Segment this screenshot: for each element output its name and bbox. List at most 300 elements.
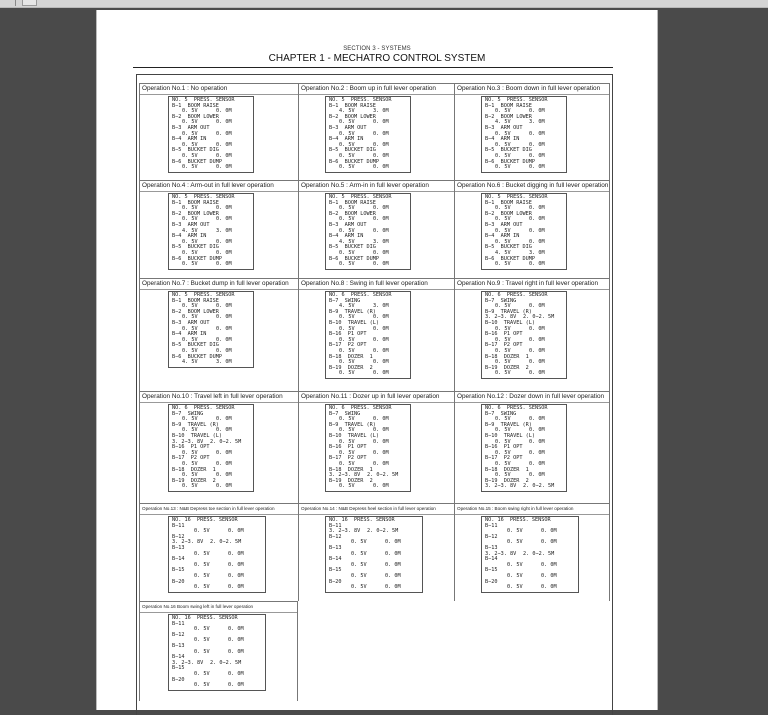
sensor-values [329, 262, 407, 268]
pressure-value: 0. 0M [216, 141, 232, 148]
sensor-name: SWING [344, 410, 361, 417]
sensor-id: B−11 [172, 522, 185, 529]
pressure-value: 0. 0M [373, 314, 389, 321]
pressure-value: 0. 0M [529, 152, 545, 159]
voltage-value: 0. 5V [182, 427, 198, 434]
sensor-header: NO. 5 PRESS. SENSOR [485, 194, 548, 200]
voltage-value: 0. 5V [182, 119, 198, 126]
sensor-id: B−1 [485, 102, 495, 109]
pressure-value: 2. 0∼2. 5M [210, 438, 242, 445]
voltage-value: 0. 5V [194, 626, 210, 633]
pressure-value: 0. 0M [529, 227, 545, 234]
sensor-id: B−5 [485, 244, 495, 251]
sensor-id: B−20 [485, 578, 498, 585]
pressure-value: 2. 0∼2. 5M [367, 528, 399, 535]
pressure-value: 2. 0∼2. 5M [210, 539, 242, 546]
sensor-readout-box [168, 193, 254, 270]
sensor-name: ARM OUT [500, 124, 523, 131]
sensor-id: B−7 [485, 297, 495, 304]
voltage-value: 3. 2∼3. 8V [329, 472, 361, 479]
sensor-name: ARM IN [187, 331, 207, 338]
sensor-id: B−6 [329, 158, 339, 165]
sensor-name: DOZER 1 [503, 353, 529, 360]
pressure-value: 0. 0M [529, 347, 545, 354]
toolbar-separator [15, 0, 16, 6]
sensor-name: BOOM RAISE [187, 102, 219, 109]
sensor-name: TRAVEL (L) [503, 319, 535, 326]
sensor-name: BOOM RAISE [344, 199, 376, 206]
sensor-id: B−17 [172, 455, 185, 462]
sensor-id: B−13 [485, 544, 498, 551]
operation-caption: Operation No.8 : Swing in full lever operation [299, 279, 454, 290]
voltage-value: 0. 5V [339, 164, 355, 171]
voltage-value: 4. 5V [339, 303, 355, 310]
sensor-header: NO. 5 PRESS. SENSOR [172, 292, 235, 298]
pressure-value: 3. 0M [373, 303, 389, 310]
voltage-value: 0. 5V [507, 561, 523, 568]
voltage-value: 0. 5V [351, 550, 367, 557]
sensor-readout-box [481, 404, 567, 492]
sensor-id: B−17 [485, 455, 498, 462]
sensor-header: NO. 5 PRESS. SENSOR [329, 194, 392, 200]
pressure-value: 0. 0M [385, 550, 401, 557]
pressure-value: 0. 0M [373, 460, 389, 467]
voltage-value: 0. 5V [182, 238, 198, 245]
sensor-name: P1 OPT [347, 331, 367, 338]
operation-cell [298, 278, 454, 391]
sensor-name: BUCKET DUMP [500, 158, 535, 165]
pressure-value: 0. 0M [228, 561, 244, 568]
voltage-value: 0. 5V [339, 336, 355, 343]
sensor-id: B−5 [329, 147, 339, 154]
sensor-name: ARM OUT [187, 221, 210, 228]
sensor-id: B−3 [172, 221, 182, 228]
sensor-id: B−18 [485, 466, 498, 473]
voltage-value: 4. 5V [182, 227, 198, 234]
sensor-id: B−5 [172, 342, 182, 349]
pressure-value: 0. 0M [385, 539, 401, 546]
pressure-value: 0. 0M [529, 438, 545, 445]
voltage-value: 0. 5V [495, 336, 511, 343]
voltage-value: 0. 5V [507, 584, 523, 591]
operation-caption: Operation No.4 : Arm-out in full lever operation [140, 181, 298, 192]
operation-cell [139, 391, 298, 503]
voltage-value: 0. 5V [495, 438, 511, 445]
pressure-value: 0. 0M [373, 141, 389, 148]
sensor-id: B−7 [172, 410, 182, 417]
sensor-name: SWING [500, 410, 517, 417]
voltage-value: 0. 5V [495, 303, 511, 310]
operation-caption: Operation No.14 : N&B Depress heel section in full lever operation [299, 504, 454, 515]
sensor-values [485, 165, 563, 171]
pressure-value: 0. 0M [228, 572, 244, 579]
sensor-readout-box [168, 516, 266, 593]
pressure-value: 0. 0M [373, 164, 389, 171]
pressure-value: 0. 0M [529, 216, 545, 223]
pressure-value: 0. 0M [216, 347, 232, 354]
sensor-name: DOZER 1 [503, 466, 529, 473]
pressure-value: 0. 0M [529, 238, 545, 245]
sensor-id: B−19 [485, 364, 498, 371]
sensor-id: B−7 [485, 410, 495, 417]
sensor-name: P2 OPT [503, 455, 523, 462]
sensor-header: NO. 16 PRESS. SENSOR [329, 517, 395, 523]
pressure-value: 0. 0M [373, 261, 389, 268]
sensor-values [329, 165, 407, 171]
sensor-id: B−2 [329, 210, 339, 217]
sensor-id: B−13 [329, 544, 342, 551]
pressure-value: 3. 0M [529, 249, 545, 256]
pressure-value: 0. 0M [216, 483, 232, 490]
voltage-value: 0. 5V [495, 164, 511, 171]
sensor-id: B−3 [172, 319, 182, 326]
sensor-id: B−2 [485, 113, 495, 120]
voltage-value: 0. 5V [339, 325, 355, 332]
voltage-value: 0. 5V [339, 152, 355, 159]
pressure-value: 0. 0M [373, 438, 389, 445]
sensor-readout-box [168, 404, 254, 492]
operation-caption: Operation No.15 : Boom swing right in full lever operation [455, 504, 609, 515]
pressure-value: 0. 0M [216, 472, 232, 479]
operation-caption: Operation No.13 : N&B Depress toe section in full lever operation [140, 504, 298, 515]
voltage-value: 0. 5V [351, 584, 367, 591]
voltage-value: 0. 5V [182, 336, 198, 343]
voltage-value: 0. 5V [339, 483, 355, 490]
voltage-value: 4. 5V [339, 238, 355, 245]
sensor-id: B−9 [172, 421, 182, 428]
sensor-readout-box [325, 193, 411, 270]
voltage-value: 0. 5V [495, 261, 511, 268]
sensor-readout-box [168, 291, 254, 368]
sensor-name: ARM OUT [344, 221, 367, 228]
voltage-value: 3. 2∼3. 8V [172, 659, 204, 666]
pressure-value: 0. 0M [373, 130, 389, 137]
voltage-value: 0. 5V [339, 347, 355, 354]
sensor-readout-box [325, 404, 411, 492]
voltage-value: 0. 5V [182, 141, 198, 148]
pressure-value: 2. 0∼2. 5M [523, 483, 555, 490]
sensor-id: B−11 [329, 522, 342, 529]
sensor-id: B−1 [329, 199, 339, 206]
sensor-id: B−14 [172, 556, 185, 563]
sensor-id: B−3 [172, 124, 182, 131]
voltage-value: 0. 5V [495, 108, 511, 115]
sensor-name: TRAVEL (R) [344, 308, 376, 315]
sensor-name: ARM IN [187, 233, 207, 240]
sensor-name: ARM IN [187, 136, 207, 143]
sensor-name: TRAVEL (L) [347, 319, 379, 326]
sensor-name: BOOM RAISE [187, 199, 219, 206]
sensor-name: BUCKET DIG [187, 147, 219, 154]
pressure-value: 0. 0M [228, 648, 244, 655]
sensor-id: B−4 [172, 331, 182, 338]
pressure-value: 0. 0M [216, 261, 232, 268]
sensor-id: B−6 [485, 158, 495, 165]
pressure-value: 0. 0M [228, 670, 244, 677]
sensor-name: BOOM LOWER [500, 210, 532, 217]
voltage-value: 0. 5V [339, 438, 355, 445]
pressure-value: 0. 0M [216, 108, 232, 115]
sensor-name: P2 OPT [190, 455, 210, 462]
pressure-value: 0. 0M [373, 449, 389, 456]
voltage-value: 0. 5V [339, 460, 355, 467]
sensor-name: ARM IN [344, 136, 364, 143]
operation-cell [298, 503, 454, 601]
sensor-id: B−4 [485, 233, 495, 240]
sensor-readout-box [168, 96, 254, 173]
voltage-value: 0. 5V [507, 572, 523, 579]
pressure-value: 0. 0M [541, 539, 557, 546]
sensor-id: B−6 [329, 255, 339, 262]
sensor-readout-box [325, 291, 411, 379]
pressure-value: 0. 0M [216, 119, 232, 126]
voltage-value: 3. 2∼3. 8V [172, 539, 204, 546]
sensor-id: B−20 [172, 676, 185, 683]
sensor-id: B−18 [172, 466, 185, 473]
voltage-value: 0. 5V [182, 460, 198, 467]
sensor-id: B−3 [485, 124, 495, 131]
sensor-id: B−12 [485, 533, 498, 540]
sensor-values [485, 484, 563, 490]
sensor-id: B−16 [329, 331, 342, 338]
voltage-value: 0. 5V [339, 216, 355, 223]
sensor-values [485, 371, 563, 377]
voltage-value: 0. 5V [495, 370, 511, 377]
voltage-value: 3. 2∼3. 8V [485, 550, 517, 557]
pressure-value: 2. 0∼2. 5M [523, 314, 555, 321]
sensor-id: B−20 [329, 578, 342, 585]
sensor-values [329, 371, 407, 377]
sensor-name: ARM OUT [344, 124, 367, 131]
pressure-value: 0. 0M [216, 416, 232, 423]
pressure-value: 0. 0M [529, 325, 545, 332]
operation-caption: Operation No.2 : Boom up in full lever operation [299, 84, 454, 95]
pressure-value: 0. 0M [216, 152, 232, 159]
sensor-id: B−12 [172, 631, 185, 638]
sensor-header: NO. 16 PRESS. SENSOR [172, 517, 238, 523]
voltage-value: 0. 5V [495, 347, 511, 354]
sensor-name: BUCKET DIG [500, 244, 532, 251]
sensor-id: B−3 [485, 221, 495, 228]
sensor-id: B−2 [485, 210, 495, 217]
sensor-readout-box [325, 96, 411, 173]
sensor-name: TRAVEL (R) [500, 421, 532, 428]
voltage-value: 0. 5V [194, 528, 210, 535]
sensor-name: BUCKET DIG [187, 342, 219, 349]
sensor-id: B−6 [172, 158, 182, 165]
voltage-value: 0. 5V [495, 416, 511, 423]
voltage-value: 0. 5V [182, 249, 198, 256]
sensor-id: B−13 [172, 642, 185, 649]
sensor-header: NO. 6 PRESS. SENSOR [172, 405, 235, 411]
sensor-id: B−1 [172, 297, 182, 304]
operation-caption: Operation No.12 : Dozer down in full lever operation [455, 392, 609, 403]
sensor-id: B−10 [485, 319, 498, 326]
sensor-values [485, 262, 563, 268]
sensor-name: BUCKET DUMP [187, 158, 222, 165]
pressure-value: 0. 0M [529, 336, 545, 343]
voltage-value: 0. 5V [182, 472, 198, 479]
sensor-id: B−9 [329, 308, 339, 315]
sensor-name: BOOM LOWER [344, 113, 376, 120]
sensor-readout-box [168, 614, 266, 691]
voltage-value: 0. 5V [495, 216, 511, 223]
pressure-value: 0. 0M [216, 164, 232, 171]
pressure-value: 0. 0M [373, 216, 389, 223]
sensor-name: DOZER 1 [347, 353, 373, 360]
pressure-value: 0. 0M [529, 449, 545, 456]
sensor-name: BOOM LOWER [187, 210, 219, 217]
voltage-value: 0. 5V [351, 539, 367, 546]
voltage-value: 0. 5V [182, 216, 198, 223]
pressure-value: 0. 0M [216, 314, 232, 321]
pressure-value: 3. 0M [216, 359, 232, 366]
title-rule [133, 67, 613, 68]
operation-caption: Operation No.6 : Bucket digging in full lever operation [455, 181, 609, 192]
sensor-name: ARM OUT [187, 319, 210, 326]
sensor-name: BUCKET DUMP [187, 353, 222, 360]
pressure-value: 0. 0M [373, 152, 389, 159]
voltage-value: 3. 2∼3. 8V [485, 314, 517, 321]
pressure-value: 0. 0M [373, 416, 389, 423]
voltage-value: 0. 5V [194, 550, 210, 557]
sensor-name: TRAVEL (R) [344, 421, 376, 428]
pressure-value: 0. 0M [541, 572, 557, 579]
pressure-value: 2. 0∼2. 5M [523, 550, 555, 557]
sensor-name: BUCKET DIG [500, 147, 532, 154]
sensor-id: B−4 [172, 233, 182, 240]
sensor-name: P1 OPT [190, 444, 210, 451]
sensor-name: BOOM RAISE [500, 199, 532, 206]
sensor-name: BUCKET DUMP [344, 158, 379, 165]
pressure-value: 0. 0M [541, 561, 557, 568]
sensor-id: B−4 [485, 136, 495, 143]
pressure-value: 0. 0M [373, 205, 389, 212]
sensor-readout-box [481, 193, 567, 270]
voltage-value: 0. 5V [182, 416, 198, 423]
sensor-header: NO. 5 PRESS. SENSOR [485, 97, 548, 103]
pressure-value: 0. 0M [216, 449, 232, 456]
sensor-name: TRAVEL (R) [187, 421, 219, 428]
sensor-values [172, 585, 262, 591]
sensor-name: DOZER 1 [347, 466, 373, 473]
pressure-value: 0. 0M [541, 528, 557, 535]
sensor-values [172, 262, 250, 268]
voltage-value: 0. 5V [182, 314, 198, 321]
sensor-id: B−14 [172, 654, 185, 661]
sensor-id: B−19 [329, 364, 342, 371]
sensor-id: B−1 [172, 199, 182, 206]
operation-cell [454, 391, 610, 503]
sensor-values [329, 484, 407, 490]
pressure-value: 0. 0M [385, 584, 401, 591]
sensor-name: ARM IN [500, 136, 520, 143]
sensor-id: B−12 [329, 533, 342, 540]
sensor-id: B−4 [329, 136, 339, 143]
sensor-id: B−19 [485, 477, 498, 484]
pressure-value: 3. 0M [529, 119, 545, 126]
pressure-value: 0. 0M [373, 119, 389, 126]
sensor-id: B−3 [329, 221, 339, 228]
pressure-value: 0. 0M [529, 427, 545, 434]
sensor-id: B−18 [485, 353, 498, 360]
operation-cell [139, 601, 298, 701]
pressure-value: 0. 0M [373, 483, 389, 490]
sensor-id: B−4 [329, 233, 339, 240]
operations-table [136, 74, 613, 715]
sensor-id: B−12 [172, 533, 185, 540]
voltage-value: 0. 5V [182, 130, 198, 137]
pressure-value: 0. 0M [216, 303, 232, 310]
sensor-id: B−6 [172, 255, 182, 262]
pressure-value: 0. 0M [529, 205, 545, 212]
toolbar-button[interactable] [22, 0, 37, 6]
operation-caption: Operation No.10 : Travel left in full lever operation [140, 392, 298, 403]
pressure-value: 0. 0M [373, 427, 389, 434]
pressure-value: 0. 0M [529, 261, 545, 268]
operation-cell [454, 503, 610, 601]
operation-caption: Operation No.7 : Bucket dump in full lever operation [140, 279, 298, 290]
sensor-id: B−18 [329, 353, 342, 360]
sensor-name: BOOM LOWER [187, 308, 219, 315]
sensor-name: SWING [500, 297, 517, 304]
pressure-value: 0. 0M [529, 416, 545, 423]
sensor-id: B−16 [485, 331, 498, 338]
pressure-value: 0. 0M [216, 249, 232, 256]
sensor-name: BOOM RAISE [344, 102, 376, 109]
sensor-name: DOZER 2 [503, 364, 529, 371]
sensor-name: BUCKET DIG [187, 244, 219, 251]
voltage-value: 4. 5V [182, 359, 198, 366]
operation-cell [298, 180, 454, 278]
sensor-name: BOOM LOWER [344, 210, 376, 217]
voltage-value: 0. 5V [182, 483, 198, 490]
sensor-header: NO. 5 PRESS. SENSOR [172, 97, 235, 103]
sensor-name: P1 OPT [503, 444, 523, 451]
sensor-id: B−13 [172, 544, 185, 551]
document-page [96, 10, 658, 710]
pressure-value: 0. 0M [529, 130, 545, 137]
operation-cell [454, 83, 610, 180]
voltage-value: 0. 5V [194, 682, 210, 689]
sensor-values [485, 585, 575, 591]
pressure-value: 0. 0M [373, 227, 389, 234]
voltage-value: 0. 5V [339, 370, 355, 377]
pressure-value: 0. 0M [228, 626, 244, 633]
sensor-id: B−16 [172, 444, 185, 451]
sensor-id: B−6 [485, 255, 495, 262]
sensor-name: DOZER 1 [190, 466, 216, 473]
sensor-name: P1 OPT [347, 444, 367, 451]
sensor-id: B−9 [485, 308, 495, 315]
pressure-value: 0. 0M [216, 238, 232, 245]
voltage-value: 0. 5V [339, 359, 355, 366]
sensor-header: NO. 6 PRESS. SENSOR [329, 405, 392, 411]
voltage-value: 0. 5V [339, 449, 355, 456]
voltage-value: 0. 5V [182, 325, 198, 332]
sensor-name: ARM OUT [187, 124, 210, 131]
sensor-id: B−20 [172, 578, 185, 585]
voltage-value: 0. 5V [495, 460, 511, 467]
sensor-name: TRAVEL (L) [190, 432, 222, 439]
operation-cell [139, 83, 298, 180]
sensor-id: B−5 [172, 147, 182, 154]
operation-caption: Operation No.1 : No operation [140, 84, 298, 95]
voltage-value: 0. 5V [495, 205, 511, 212]
sensor-name: ARM IN [344, 233, 364, 240]
sensor-id: B−2 [329, 113, 339, 120]
voltage-value: 0. 5V [351, 572, 367, 579]
